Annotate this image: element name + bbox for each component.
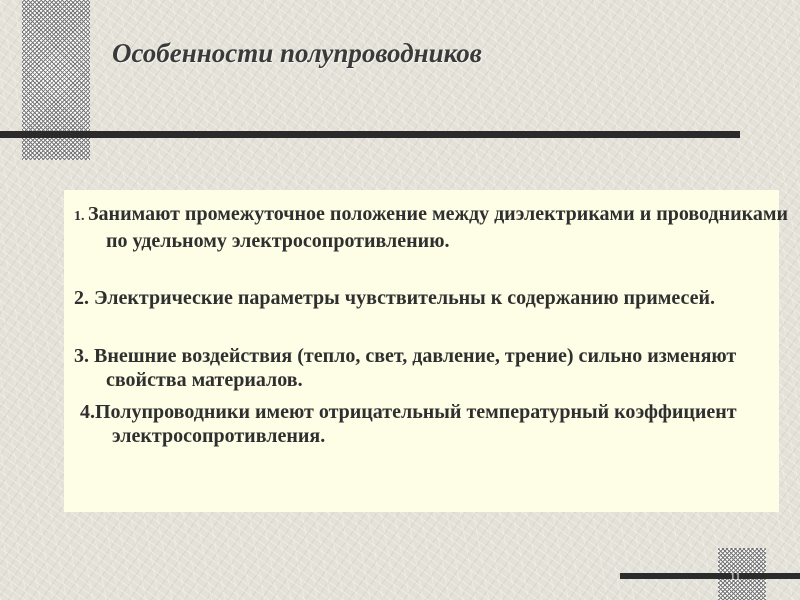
list-item-number: 1. <box>74 209 88 224</box>
list-item <box>74 344 796 392</box>
content-panel <box>64 190 788 512</box>
list-item <box>80 400 800 448</box>
list-item-number: 4. <box>80 401 95 423</box>
list-item-text: Внешние воздействия (тепло, свет, давление, трение) сильно изменяют свойства материалов. <box>94 345 737 391</box>
list-item-text: Полупроводники имеют отрицательный температурный коэффициент электросопротивления. <box>95 401 737 447</box>
list-item-number: 3. <box>74 345 94 367</box>
footer-divider-line <box>620 573 800 579</box>
list-item-text: Электрические параметры чувствительны к содержанию примесей. <box>94 287 715 309</box>
list-item-number: 2. <box>74 287 94 309</box>
page-number: 11 <box>730 571 741 583</box>
list-item <box>74 286 796 310</box>
list-item <box>74 202 796 253</box>
title-divider-line <box>0 131 740 138</box>
slide-title: Особенности полупроводников <box>112 38 482 68</box>
list-item-text: Занимают промежуточное положение между диэлектриками и проводниками по удельному электросопротивлению. <box>88 203 788 252</box>
